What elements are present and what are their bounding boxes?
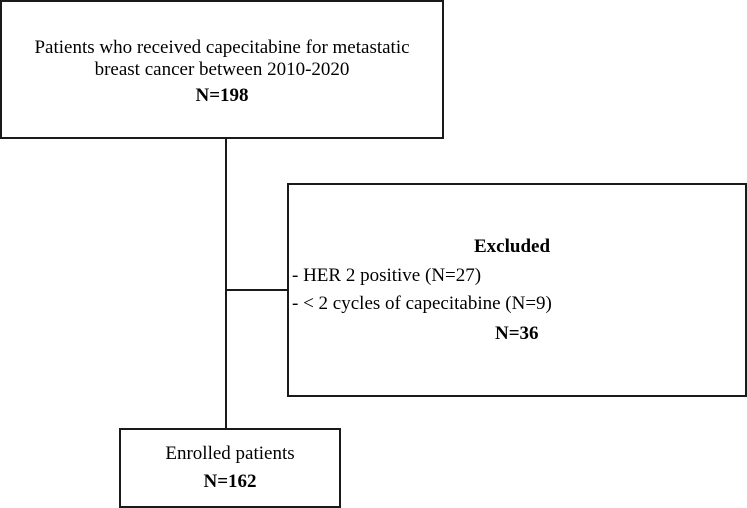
excluded-item-her2: - HER 2 positive (N=27) xyxy=(292,265,482,286)
excluded-title: Excluded xyxy=(474,236,551,257)
exclusion-branch-connector xyxy=(225,289,288,291)
initial-population-line1: Patients who received capecitabine for metastatic xyxy=(34,37,410,58)
enrolled-count: N=162 xyxy=(203,471,257,492)
initial-population-count: N=198 xyxy=(195,85,249,106)
excluded-item-cycles: - < 2 cycles of capecitabine (N=9) xyxy=(292,293,552,314)
main-vertical-connector xyxy=(225,137,227,428)
excluded-box xyxy=(287,183,747,397)
initial-population-line2: breast cancer between 2010-2020 xyxy=(94,59,350,80)
enrolled-label: Enrolled patients xyxy=(165,443,295,464)
excluded-count: N=36 xyxy=(495,323,539,344)
enrolled-box xyxy=(119,428,341,508)
